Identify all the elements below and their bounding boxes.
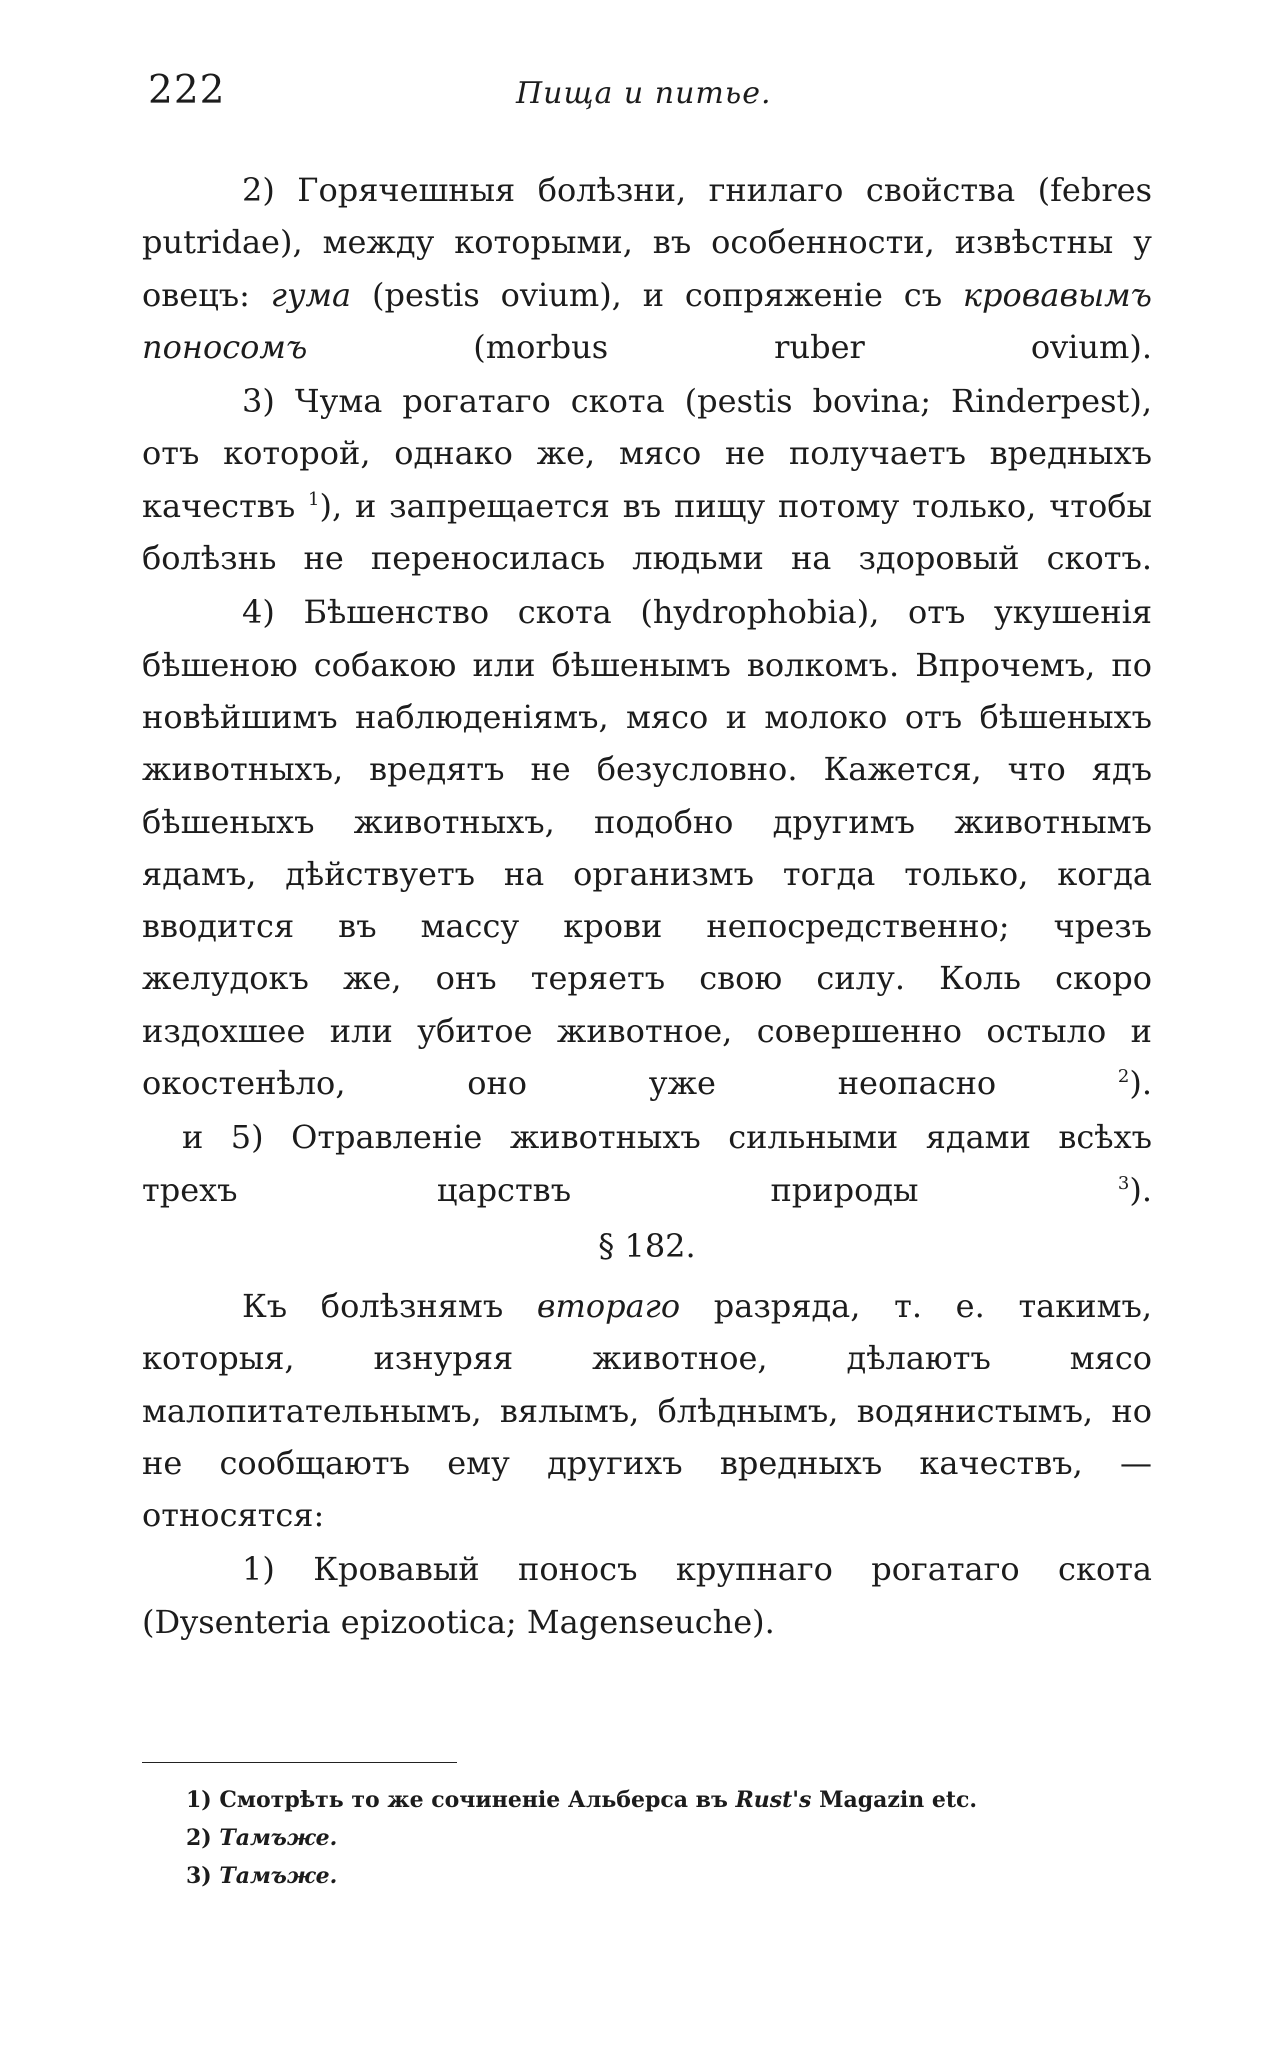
footnote-ref-2[interactable]: 2 [1117,1066,1130,1088]
footnote-divider [142,1762,457,1763]
paragraph-section-intro: Къ болѣзнямъ втораго разряда, т. е. такимъ, которыя, изнуряя животное, дѣлаютъ мясо малопитательнымъ, вялымъ, блѣднымъ, водянистымъ, но не сообщаютъ ему другихъ вредныхъ качествъ, — относятся: [142,1286,1153,1535]
footnote-ref-3[interactable]: 3 [1117,1172,1130,1194]
paragraph-item-3: 3) Чума рогатаго скота (pestis bovina; Rinderpest), отъ которой, однако же, мясо не получаетъ вредныхъ качествъ $^1$), и запрещается въ пищу потому только, чтобы болѣзнь не переносилась людьми на здоровый скотъ. [142,382,1152,578]
section-heading: § 182. [598,1226,696,1265]
paragraph-item-1: 1) Кровавый поносъ крупнаго рогатаго скота (Dysenteria epizootica; Magenseuche). [142,1550,1152,1641]
footnote-2: 2) Тамъже. [186,1825,338,1851]
footnote-ref-1[interactable]: 1 [308,488,320,510]
paragraph-item-2: 2) Горячешныя болѣзни, гнилаго свойства (febres putridae), между которыми, въ особенности, извѣстны у овецъ: гума (pestis ovium), и сопряженіе съ кровавымъ поносомъ (morbus ruber ovium). [142,171,1152,366]
paragraph-item-4: 4) Бѣшенство скота (hydrophobia), отъ укушенія бѣшеною собакою или бѣшенымъ волкомъ. Впрочемъ, по новѣйшимъ наблюденіямъ, мясо и молоко отъ бѣшеныхъ животныхъ, вредятъ не безусловно. Кажется, что ядъ бѣшеныхъ животныхъ, подобно другимъ животнымъ ядамъ, дѣйствуетъ на организмъ тогда только, когда вводится въ массу крови непосредственно; чрезъ желудокъ же, онъ теряетъ свою силу. Коль скоро издохшее или убитое животное, совершенно остыло и окостенѣло, оно уже неопасно $^2$). [142,593,1152,1103]
page-body [142,164,1152,1650]
footnotes [186,1762,1146,1895]
running-title: Пища и питье. [516,76,772,111]
footnote-3: 3) Тамъже. [186,1863,338,1889]
page-number: 222 [148,68,226,113]
paragraph-item-5: и 5) Отравленіе животныхъ сильными ядами всѣхъ трехъ царствъ природы $^3$). [142,1118,1152,1209]
page-header [148,68,1158,128]
footnote-1: 1) Смотрѣть то же сочиненіе Альберса въ Rust's Magazin etc. [186,1787,978,1813]
